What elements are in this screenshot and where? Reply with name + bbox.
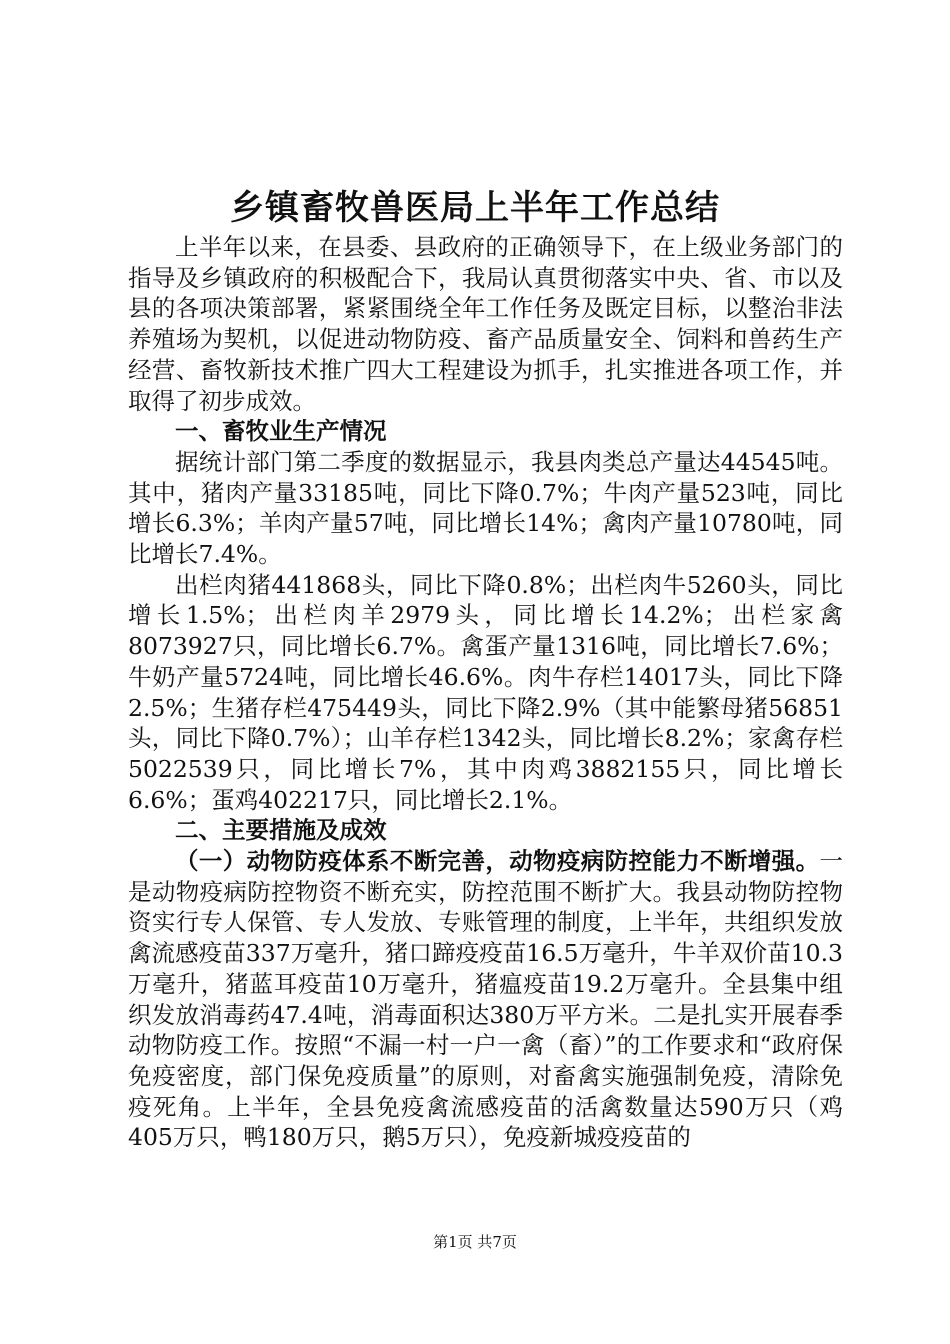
document-title: 乡镇畜牧兽医局上半年工作总结 [230,188,720,228]
production-paragraph-livestock: 出栏肉猪441868头，同比下降0.8%；出栏肉牛5260头，同比增长1.5%；出栏肉羊2979头，同比增长14.2%；出栏家禽8073927只，同比增长6.7%。禽蛋产量1316吨，同比增长7.6%；牛奶产量5724吨，同比增长46.6%。肉牛存栏14017头，同比下降2.5%；生猪存栏475449头，同比下降2.9%（其中能繁母猪56851头，同比下降0.7%）；山羊存栏1342头，同比增长8.2%；家禽存栏5022539只，同比增长7%，其中肉鸡3882155只，同比增长6.6%；蛋鸡402217只，同比增长2.1%。 [128,570,843,814]
section-heading-measures: 二、主要措施及成效 [175,816,387,845]
subsection-text-epidemic: 一是动物疫病防控物资不断充实，防控范围不断扩大。我县动物防控物资实行专人保管、专人发放、专账管理的制度，上半年，共组织发放禽流感疫苗337万毫升，猪口蹄疫疫苗16.5万毫升，牛羊双价苗10.3万毫升，猪蓝耳疫苗10万毫升，猪瘟疫苗19.2万毫升。全县集中组织发放消毒药47.4吨，消毒面积达380万平方米。二是扎实开展春季动物防疫工作。按照“不漏一村一户一禽（畜）”的工作要求和“政府保免疫密度，部门保免疫质量”的原则，对畜禽实施强制免疫，清除免疫死角。上半年，全县免疫禽流感疫苗的活禽数量达590万只（鸡405万只，鸭180万只，鹅5万只），免疫新城疫疫苗的 [128,847,843,1152]
document-body [128,232,843,1153]
page-footer: 第1页 共7页 [433,1233,517,1251]
intro-paragraph: 上半年以来，在县委、县政府的正确领导下，在上级业务部门的指导及乡镇政府的积极配合下，我局认真贯彻落实中央、省、市以及县的各项决策部署，紧紧围绕全年工作任务及既定目标，以整治非法养殖场为契机，以促进动物防疫、畜产品质量安全、饲料和兽药生产经营、畜牧新技术推广四大工程建设为抓手，扎实推进各项工作，并取得了初步成效。 [128,233,843,415]
subsection-heading-epidemic: （一）动物防疫体系不断完善，动物疫病防控能力不断增强。 [175,847,820,876]
section-heading-production: 一、畜牧业生产情况 [175,417,387,446]
measures-paragraph-epidemic [128,846,843,1153]
production-paragraph-meat: 据统计部门第二季度的数据显示，我县肉类总产量达44545吨。其中，猪肉产量33185吨，同比下降0.7%；牛肉产量523吨，同比增长6.3%；羊肉产量57吨，同比增长14%；禽肉产量10780吨，同比增长7.4%。 [128,447,843,569]
